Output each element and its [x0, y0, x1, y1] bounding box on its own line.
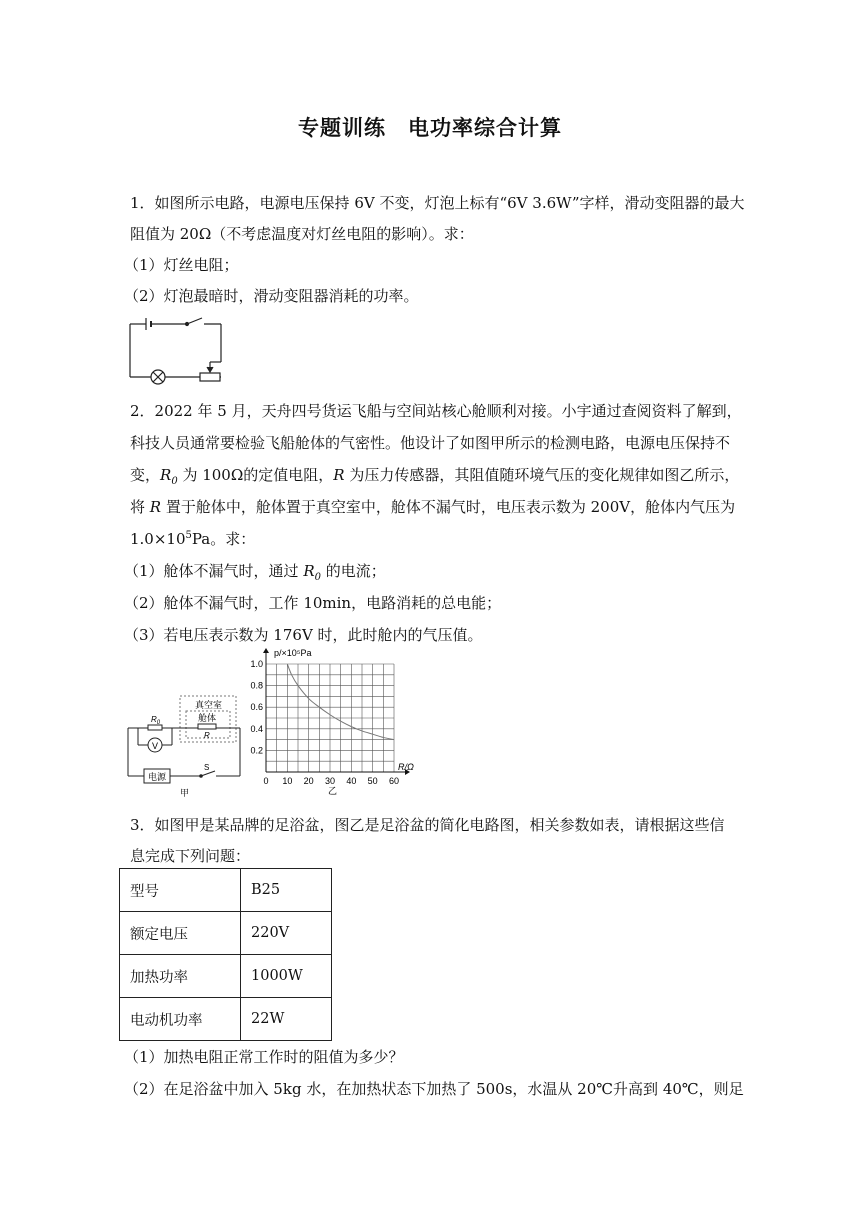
y-tick-label: 0.4 — [250, 723, 263, 734]
q2-s1a: （1）舱体不漏气时，通过 — [124, 562, 304, 580]
r-symbol: R — [333, 466, 345, 484]
x-tick-label: 0 — [263, 776, 269, 786]
x-tick-label: 10 — [282, 776, 293, 786]
q2-l5b: Pa。求： — [191, 530, 256, 548]
table-row — [120, 998, 332, 1041]
q2-s1b: 的电流； — [321, 562, 386, 580]
q2-sub-3: （3）若电压表示数为 176V 时，此时舱内的气压值。 — [124, 626, 483, 644]
r-symbol: R — [149, 498, 162, 516]
q2-sub-2: （2）舱体不漏气时，工作 10min，电路消耗的总电能； — [124, 594, 502, 612]
q2-l3b: 为 100Ω的定值电阻， — [177, 466, 334, 484]
x-tick-label: 60 — [388, 776, 400, 786]
param-value-cell: B25 — [241, 869, 332, 912]
q1-sub-1: （1）灯丝电阻； — [124, 256, 239, 274]
y-axis-label: p/×10⁵Pa — [274, 648, 312, 658]
q2-l4a: 将 — [130, 498, 150, 516]
q1-circuit-diagram — [126, 314, 226, 386]
vacuum-chamber-label: 真空室 — [195, 700, 223, 710]
x-tick-label: 40 — [346, 776, 357, 786]
r0-symbol: R — [303, 562, 315, 580]
y-tick-label: 1.0 — [250, 659, 263, 669]
q2-l4b: 置于舱体中，舱体置于真空室中，舱体不漏气时，电压表示数为 200V，舱体内气压为 — [161, 498, 736, 516]
param-value-cell: 220V — [241, 912, 332, 955]
y-tick-label: 0.8 — [250, 680, 263, 691]
q2-sub-1 — [124, 560, 386, 583]
sensor-r-label: R — [204, 731, 210, 740]
q1-line-2: 阻值为 20Ω（不考虑温度对灯丝电阻的影响）。求： — [130, 225, 474, 243]
param-name-cell: 型号 — [120, 869, 241, 912]
figure-a-caption: 甲 — [180, 788, 190, 798]
param-value-cell: 22W — [241, 998, 332, 1041]
q1-line-1: 1．如图所示电路，电源电压保持 6V 不变，灯泡上标有“6V 3.6W”字样，滑动变阻器的最大 — [130, 194, 745, 212]
q2-line-3 — [130, 464, 739, 487]
parameters-table — [119, 868, 332, 1041]
q2-line-2: 科技人员通常要检验飞船舱体的气密性。他设计了如图甲所示的检测电路，电源电压保持不 — [130, 434, 731, 452]
q1-sub-2: （2）灯泡最暗时，滑动变阻器消耗的功率。 — [124, 287, 419, 305]
x-axis-label: R/Ω — [398, 762, 414, 772]
param-name-cell: 电动机功率 — [120, 998, 241, 1041]
q2-l5sup: 5 — [185, 530, 192, 541]
x-tick-label: 30 — [324, 776, 336, 786]
table-row — [120, 955, 332, 998]
q3-sub-2: （2）在足浴盆中加入 5kg 水，在加热状态下加热了 500s，水温从 20℃升高到 40℃，则足 — [124, 1080, 744, 1098]
switch-label: S — [204, 763, 210, 772]
r0-symbol: R — [160, 466, 172, 484]
param-name-cell: 额定电压 — [120, 912, 241, 955]
q2-line-1: 2．2022 年 5 月，天舟四号货运飞船与空间站核心舱顺利对接。小宇通过查阅资料了解到， — [130, 402, 742, 420]
table-row — [120, 912, 332, 955]
r0-subscript: 0 — [314, 572, 321, 583]
q2-l5a: 1.0×10 — [130, 530, 186, 548]
y-tick-label: 0.6 — [250, 702, 263, 713]
pressure-resistance-chart — [248, 644, 428, 800]
q3-line-2: 息完成下列问题： — [130, 847, 251, 865]
page-title: 专题训练 电功率综合计算 — [298, 116, 562, 140]
q2-l3c: 为压力传感器，其阻值随环境气压的变化规律如图乙所示， — [344, 466, 740, 484]
q2-line-5 — [130, 528, 255, 549]
voltmeter-label: V — [152, 741, 159, 751]
table-row — [120, 869, 332, 912]
y-axis-arrow — [263, 648, 269, 653]
q2-circuit-diagram — [124, 692, 242, 798]
r0-label: $R_0$ — [151, 715, 161, 726]
param-name-cell: 加热功率 — [120, 955, 241, 998]
q2-line-4 — [130, 496, 735, 517]
r0-subscript: 0 — [171, 476, 178, 487]
figure-b-caption: 乙 — [328, 786, 338, 796]
chart-grid — [266, 664, 394, 772]
y-tick-label: 0.2 — [250, 745, 263, 756]
q3-line-1: 3．如图甲是某品牌的足浴盆，图乙是足浴盆的简化电路图，相关参数如表，请根据这些信 — [130, 816, 725, 834]
q2-l3a: 变， — [130, 466, 161, 484]
chart-axes — [263, 648, 410, 775]
x-tick-label: 50 — [367, 776, 378, 786]
param-value-cell: 1000W — [241, 955, 332, 998]
cabin-label: 舱体 — [198, 713, 217, 723]
q3-sub-1: （1）加热电阻正常工作时的阻值为多少？ — [124, 1048, 404, 1066]
power-source-label: 电源 — [148, 772, 167, 782]
x-tick-label: 20 — [303, 776, 314, 786]
